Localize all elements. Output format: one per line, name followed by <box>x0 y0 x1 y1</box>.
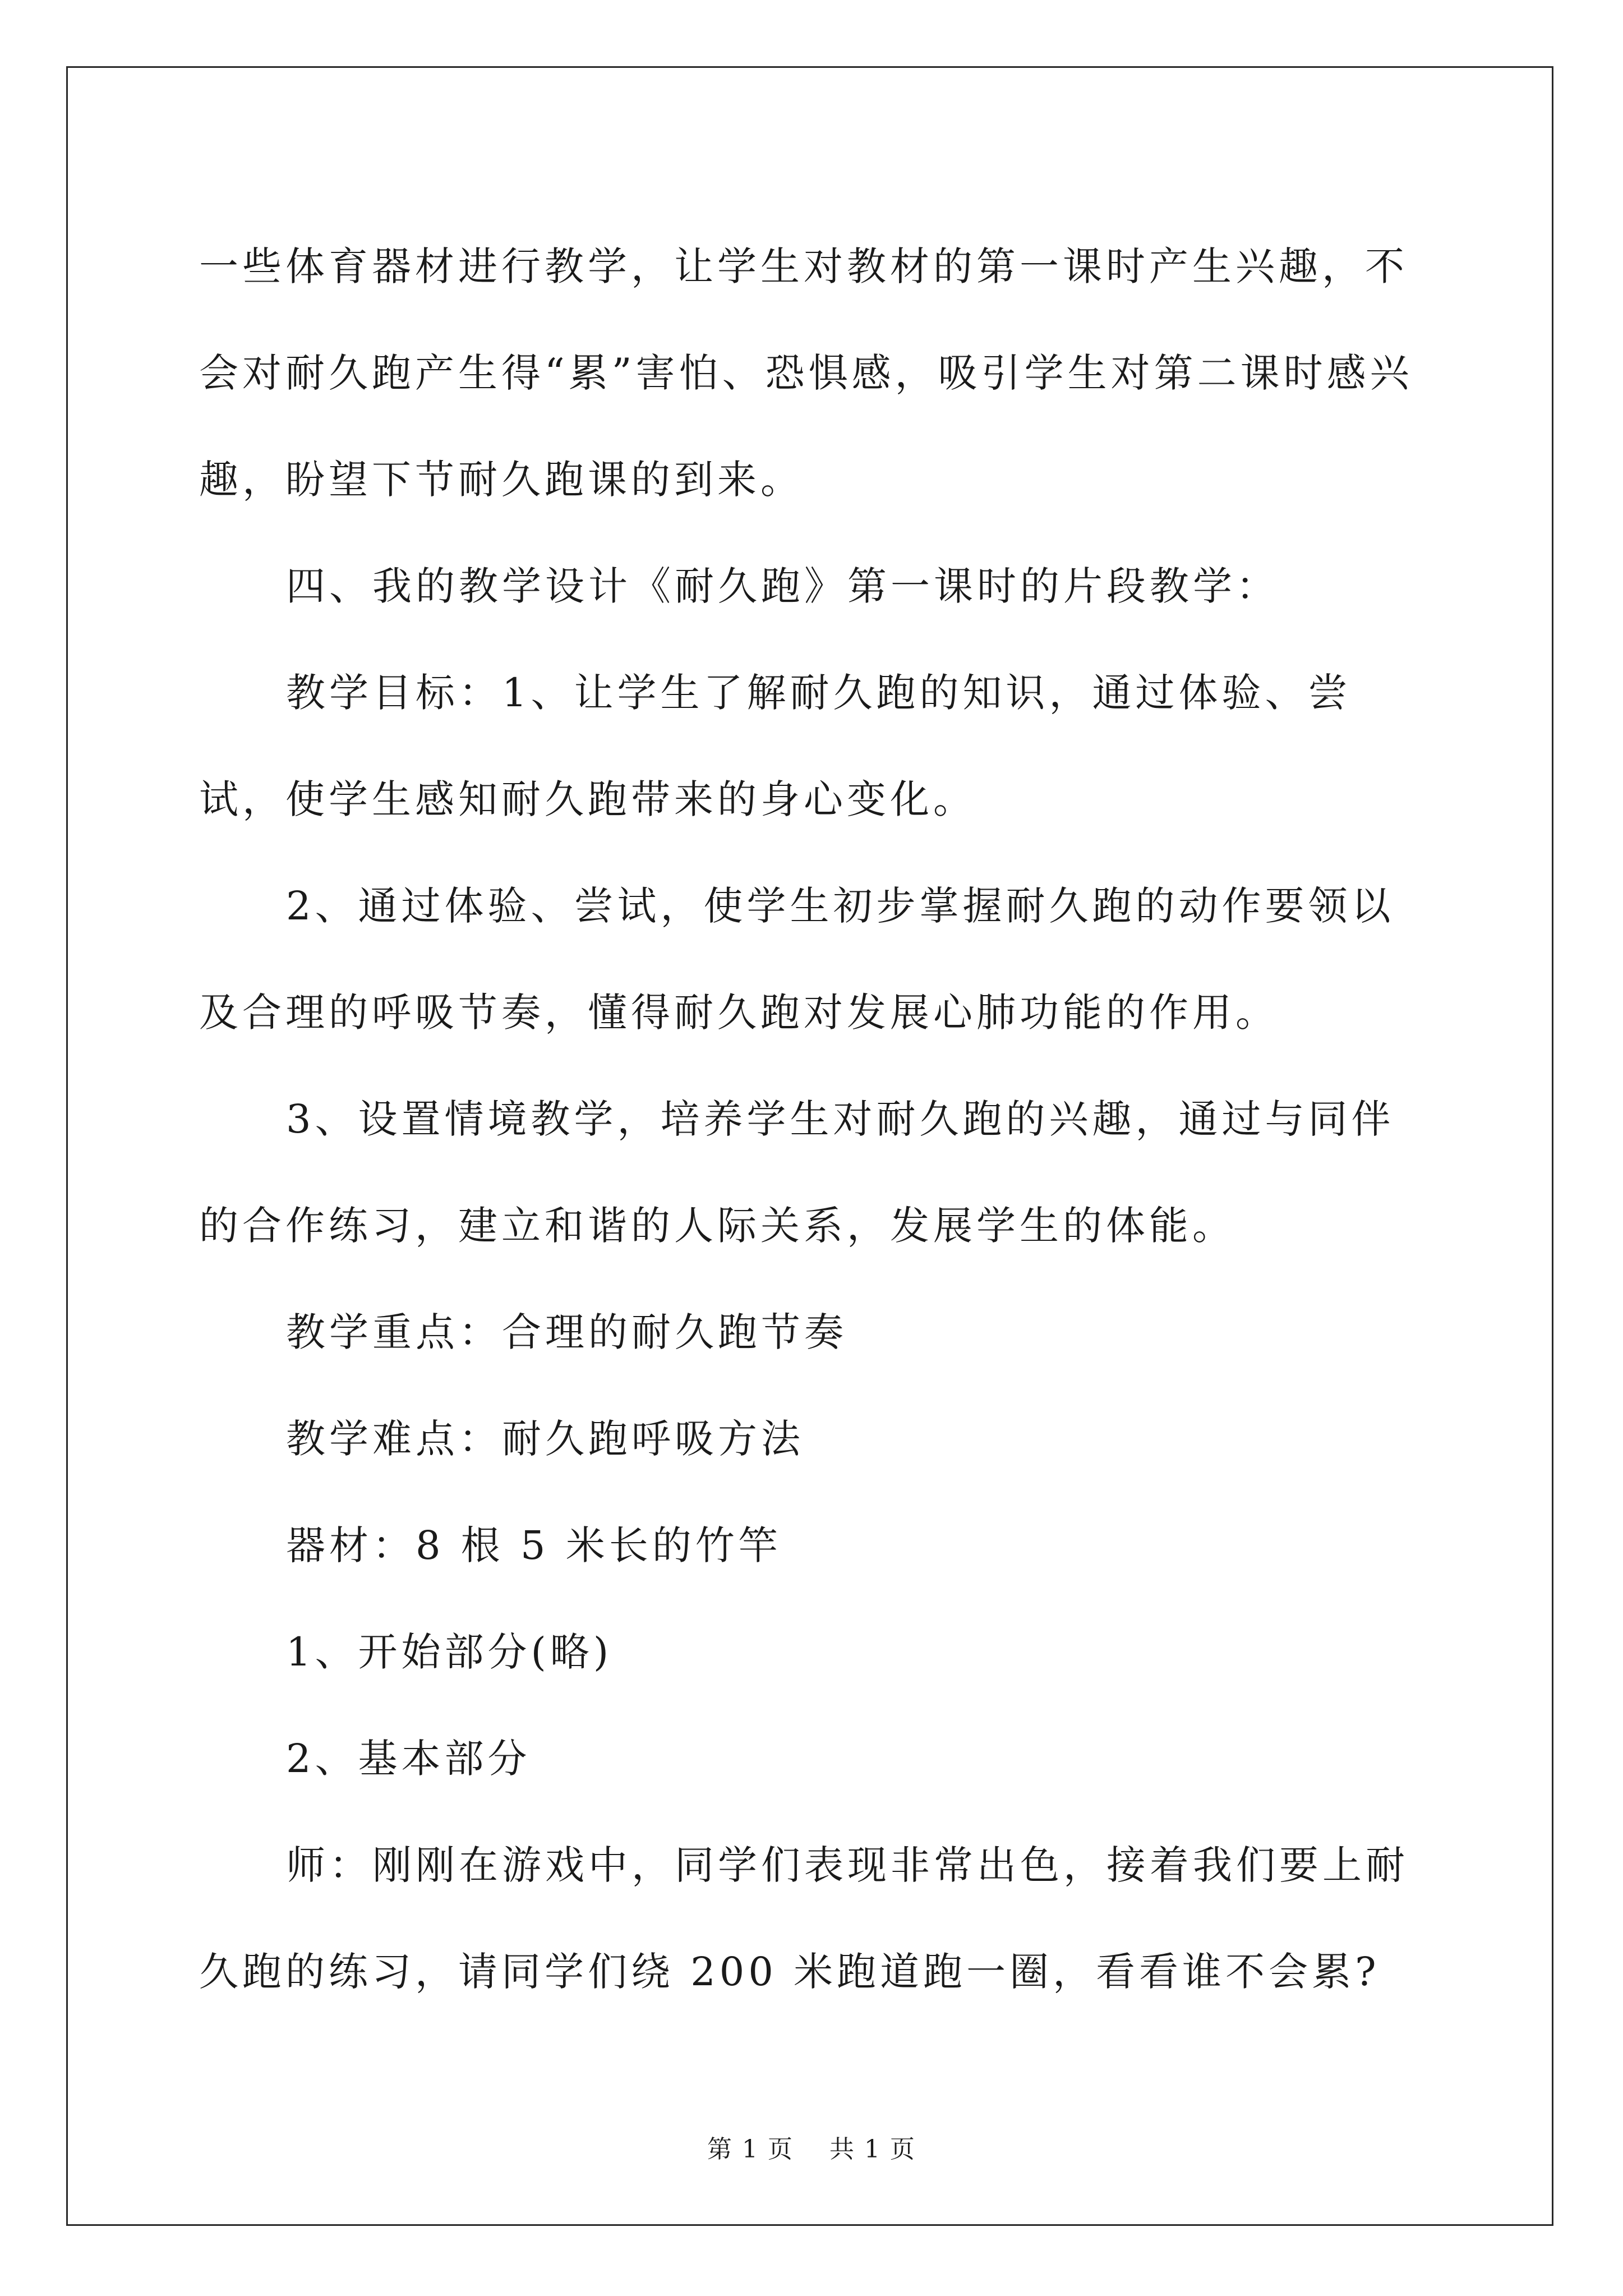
equipment-line: 器材：8 根 5 米长的竹竿 <box>286 1522 782 1568</box>
teaching-key-point: 教学重点：合理的耐久跑节奏 <box>286 1309 847 1355</box>
teaching-goal-1: 教学目标：1、让学生了解耐久跑的知识，通过体验、尝试，使学生感知耐久跑带来的身心变化。 <box>199 670 1352 822</box>
teacher-speech: 师：刚刚在游戏中，同学们表现非常出色，接着我们要上耐久跑的练习，请同学们绕 200 米跑道跑一圈，看看谁不会累? <box>199 1842 1409 1995</box>
page-number-footer: 第 1 页 共 1 页 <box>707 2135 916 2164</box>
teaching-difficulty: 教学难点：耐久跑呼吸方法 <box>286 1416 804 1462</box>
document-body <box>199 213 1422 2025</box>
paragraph-continuation: 一些体育器材进行教学，让学生对教材的第一课时产生兴趣，不会对耐久跑产生得“累”害怕、恐惧感，吸引学生对第二课时感兴趣，盼望下节耐久跑课的到来。 <box>199 243 1413 503</box>
teaching-goal-3: 3、设置情境教学，培养学生对耐久跑的兴趣，通过与同伴的合作练习，建立和谐的人际关系，发展学生的体能。 <box>199 1096 1395 1249</box>
teaching-goal-2: 2、通过体验、尝试，使学生初步掌握耐久跑的动作要领以及合理的呼吸节奏，懂得耐久跑对发展心肺功能的作用。 <box>199 883 1395 1036</box>
basic-part: 2、基本部分 <box>286 1736 531 1782</box>
start-part: 1、开始部分(略) <box>286 1629 613 1675</box>
section-heading-four: 四、我的教学设计《耐久跑》第一课时的片段教学： <box>286 563 1279 609</box>
